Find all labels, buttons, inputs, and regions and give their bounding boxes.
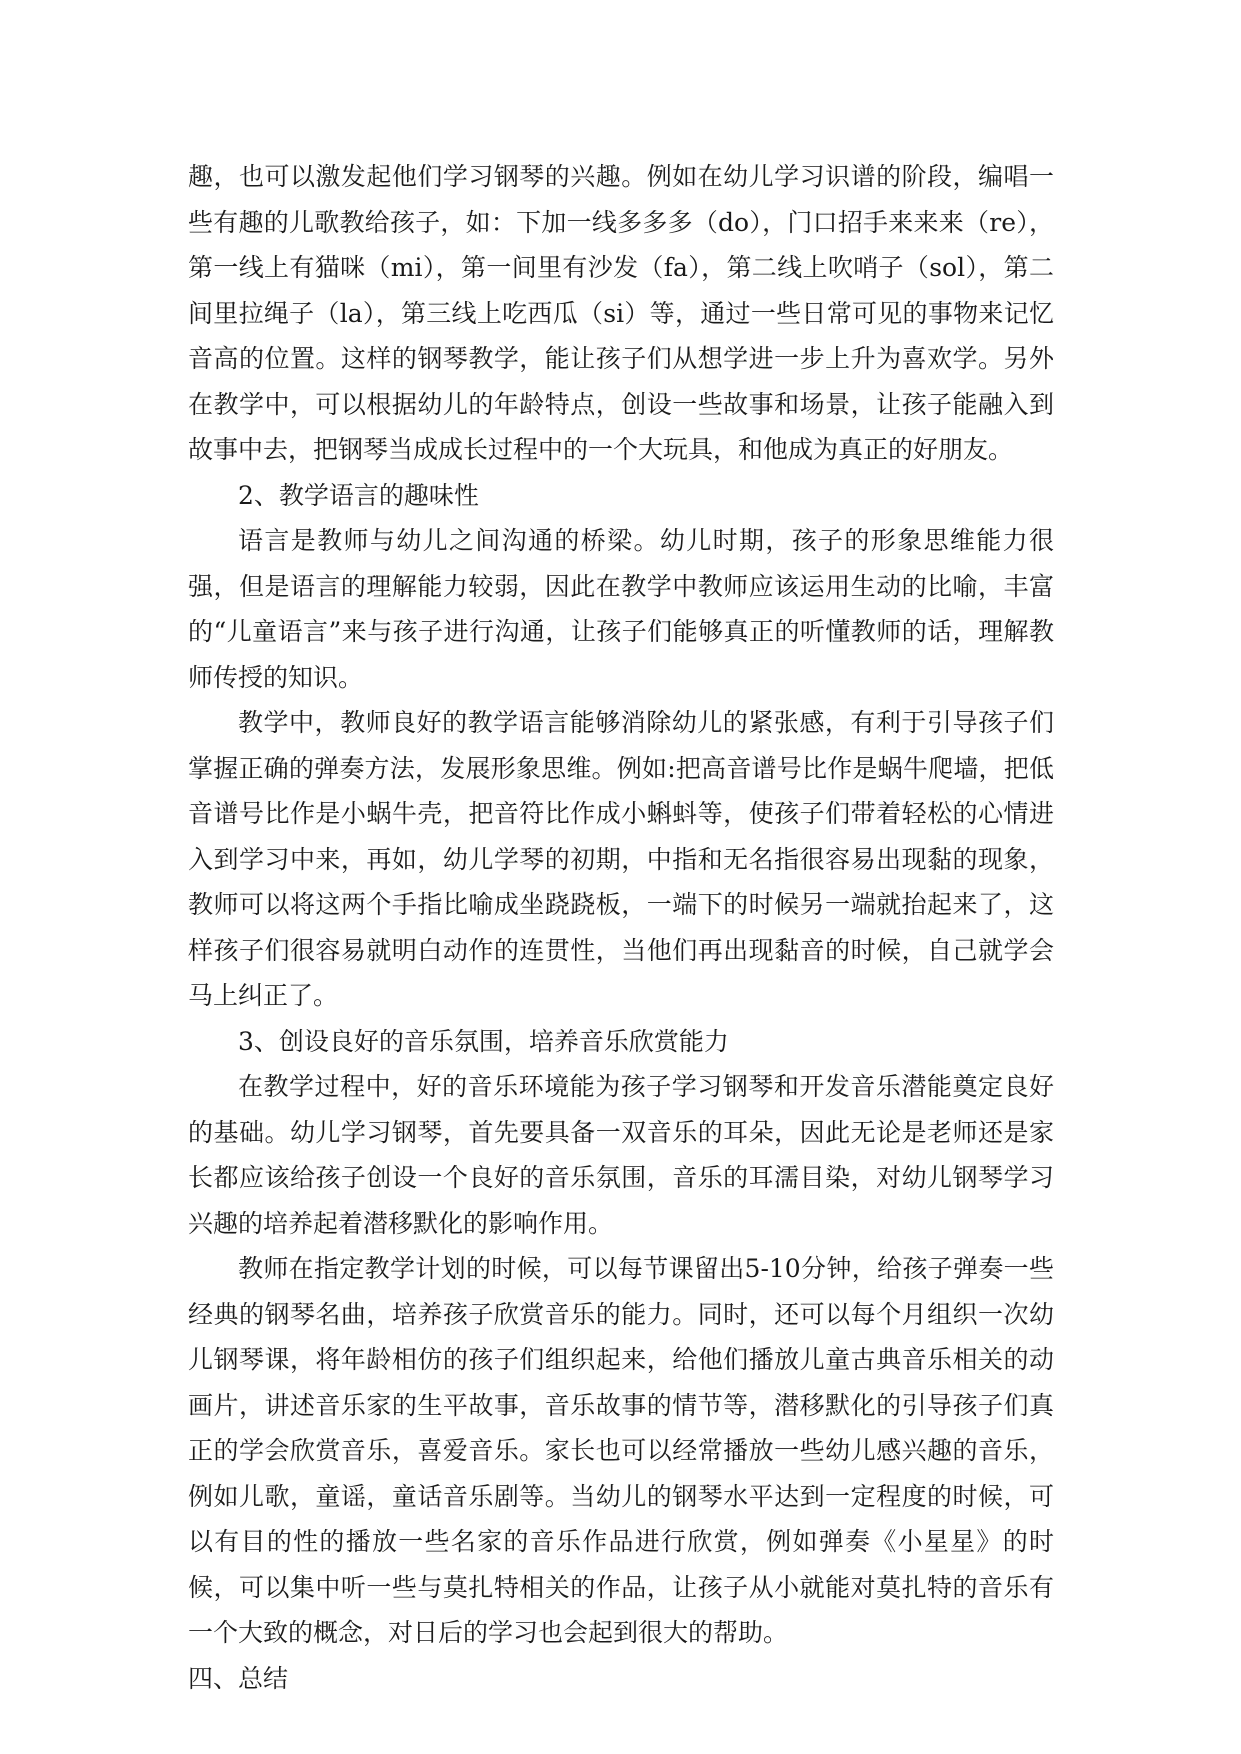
subheading-teaching-language: 2、教学语言的趣味性: [238, 480, 479, 510]
section-heading-summary: 四、总结: [188, 1663, 289, 1693]
paragraph-music-environment: 在教学过程中，好的音乐环境能为孩子学习钢琴和开发音乐潜能奠定良好的基础。幼儿学习钢琴，首先要具备一双音乐的耳朵，因此无论是老师还是家长都应该给孩子创设一个良好的音乐氛围，音乐的耳濡目染，对幼儿钢琴学习兴趣的培养起着潜移默化的影响作用。: [188, 1072, 1054, 1238]
paragraph-continuation: 趣，也可以激发起他们学习钢琴的兴趣。例如在幼儿学习识谱的阶段，编唱一些有趣的儿歌教给孩子，如：下加一线多多多（do），门口招手来来来（re），第一线上有猫咪（mi），第一间里有沙发（fa），第二线上吹哨子（sol），第二间里拉绳子（la），第三线上吃西瓜（si）等，通过一些日常可见的事物来记忆音高的位置。这样的钢琴教学，能让孩子们从想学进一步上升为喜欢学。另外在教学中，可以根据幼儿的年龄特点，创设一些故事和场景，让孩子能融入到故事中去，把钢琴当成成长过程中的一个大玩具，和他成为真正的好朋友。: [188, 162, 1054, 464]
paragraph-teaching-language-examples: 教学中，教师良好的教学语言能够消除幼儿的紧张感，有利于引导孩子们掌握正确的弹奏方法，发展形象思维。例如:把高音谱号比作是蜗牛爬墙，把低音谱号比作是小蜗牛壳，把音符比作成小蝌蚪等，使孩子们带着轻松的心情进入到学习中来，再如，幼儿学琴的初期，中指和无名指很容易出现黏的现象，教师可以将这两个手指比喻成坐跷跷板，一端下的时候另一端就抬起来了，这样孩子们很容易就明白动作的连贯性，当他们再出现黏音的时候，自己就学会马上纠正了。: [188, 708, 1054, 1010]
paragraph-music-appreciation: 教师在指定教学计划的时候，可以每节课留出5-10分钟，给孩子弹奏一些经典的钢琴名曲，培养孩子欣赏音乐的能力。同时，还可以每个月组织一次幼儿钢琴课，将年龄相仿的孩子们组织起来，给他们播放儿童古典音乐相关的动画片，讲述音乐家的生平故事，音乐故事的情节等，潜移默化的引导孩子们真正的学会欣赏音乐，喜爱音乐。家长也可以经常播放一些幼儿感兴趣的音乐，例如儿歌，童谣，童话音乐剧等。当幼儿的钢琴水平达到一定程度的时候，可以有目的性的播放一些名家的音乐作品进行欣赏，例如弹奏《小星星》的时候，可以集中听一些与莫扎特相关的作品，让孩子从小就能对莫扎特的音乐有一个大致的概念，对日后的学习也会起到很大的帮助。: [188, 1254, 1054, 1647]
subheading-music-atmosphere: 3、创设良好的音乐氛围，培养音乐欣赏能力: [238, 1026, 729, 1056]
paragraph-language-bridge: 语言是教师与幼儿之间沟通的桥梁。幼儿时期，孩子的形象思维能力很强，但是语言的理解能力较弱，因此在教学中教师应该运用生动的比喻，丰富的“儿童语言”来与孩子进行沟通，让孩子们能够真正的听懂教师的话，理解教师传授的知识。: [188, 526, 1054, 692]
body-text: [188, 154, 1054, 1701]
